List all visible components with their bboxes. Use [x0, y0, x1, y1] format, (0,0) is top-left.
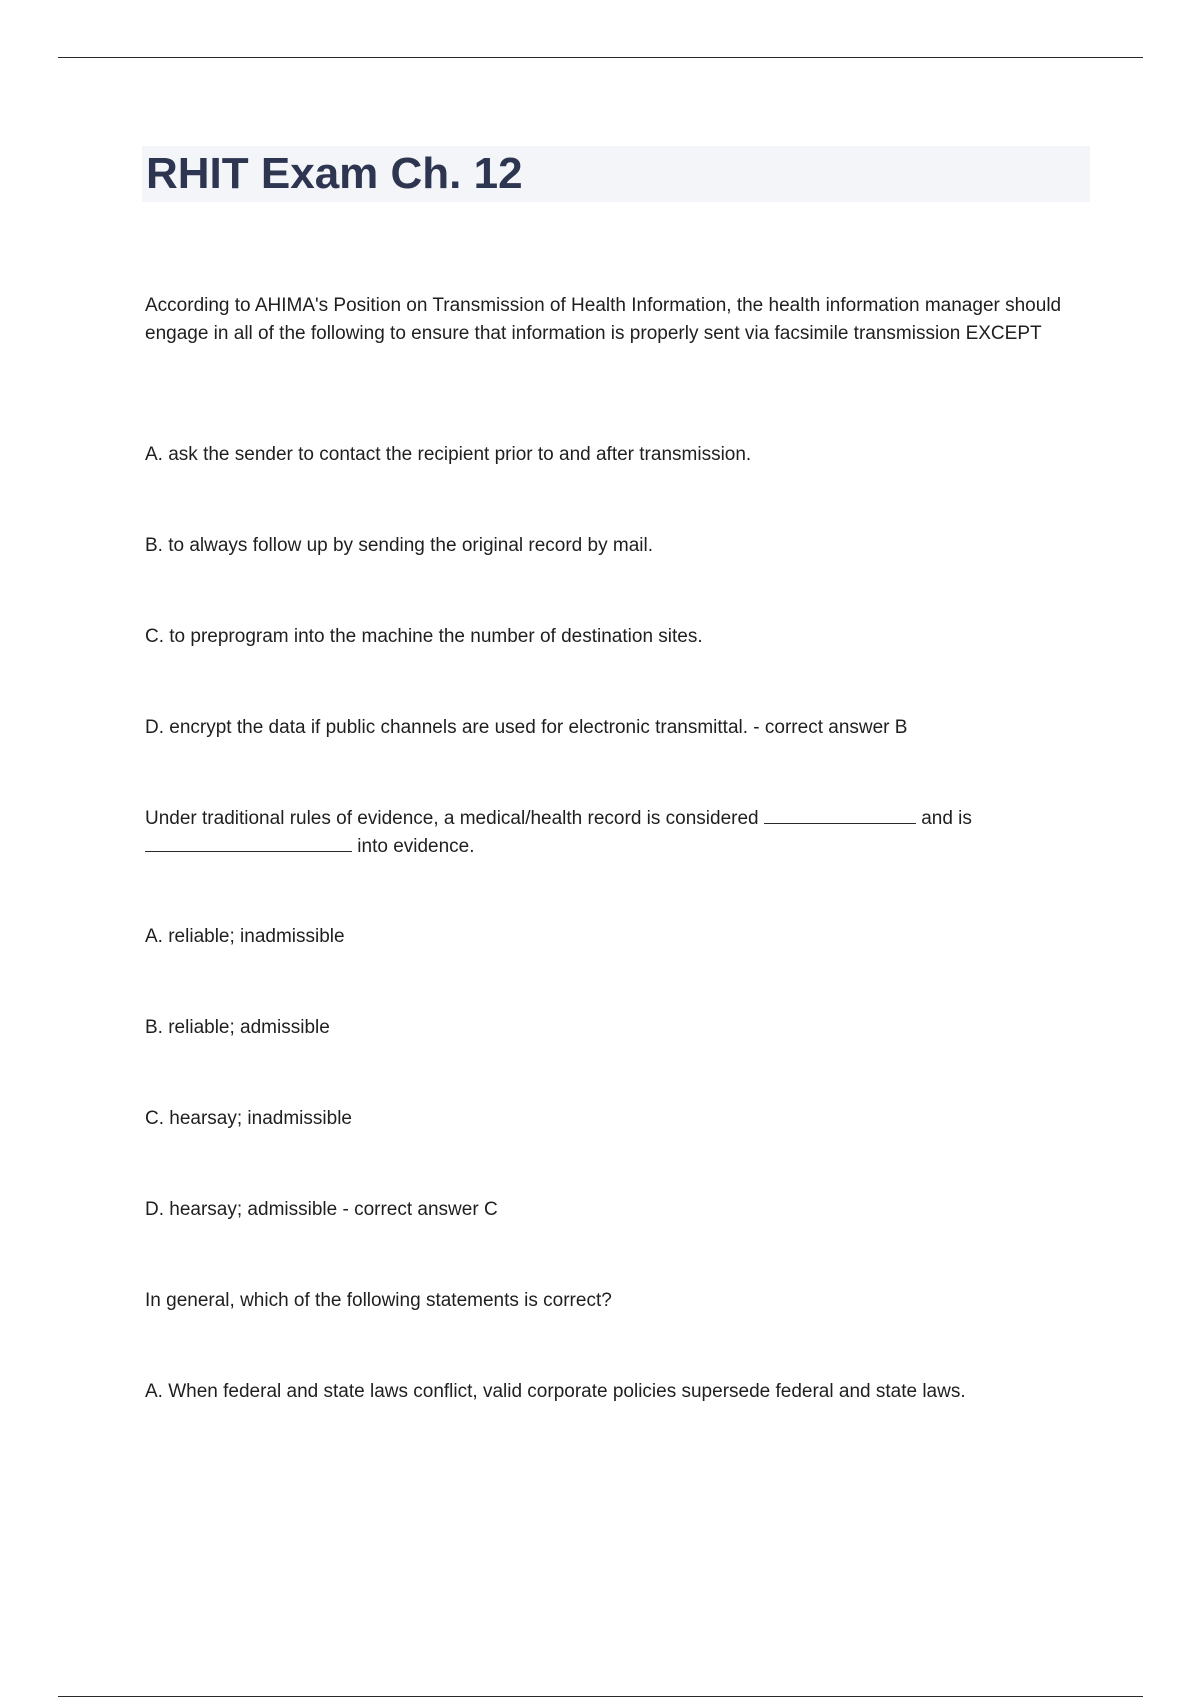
document-title: RHIT Exam Ch. 12: [146, 149, 523, 198]
question-2-prompt-part2: and is: [921, 808, 972, 829]
answer-blank-2: [145, 833, 352, 852]
question-1-option-c: C. to preprogram into the machine the number of destination sites.: [145, 626, 703, 647]
question-2-option-c: C. hearsay; inadmissible: [145, 1108, 352, 1129]
answer-blank-1: [764, 805, 916, 824]
question-1-option-d: D. encrypt the data if public channels are used for electronic transmittal. - correct answer B: [145, 717, 908, 738]
footer-rule: [58, 1696, 1143, 1697]
question-3-prompt: In general, which of the following statements is correct?: [145, 1290, 612, 1311]
question-1-prompt: According to AHIMA's Position on Transmission of Health Information, the health information manager should engage in all of the following to ensure that information is properly sent via facsimile transmission EXCEPT: [145, 295, 1062, 344]
question-2-prompt-part1: Under traditional rules of evidence, a medical/health record is considered: [145, 808, 759, 829]
question-2-option-b: B. reliable; admissible: [145, 1017, 330, 1038]
header-rule: [58, 57, 1143, 58]
question-3-option-a: A. When federal and state laws conflict, valid corporate policies supersede federal and state laws.: [145, 1381, 966, 1402]
question-1-option-a: A. ask the sender to contact the recipient prior to and after transmission.: [145, 444, 752, 465]
question-2-option-d: D. hearsay; admissible - correct answer C: [145, 1199, 498, 1220]
question-2-prompt-part3: into evidence.: [357, 836, 475, 857]
question-2-prompt: [145, 805, 1085, 861]
question-2-option-a: A. reliable; inadmissible: [145, 926, 345, 947]
question-1-option-b: B. to always follow up by sending the original record by mail.: [145, 535, 653, 556]
